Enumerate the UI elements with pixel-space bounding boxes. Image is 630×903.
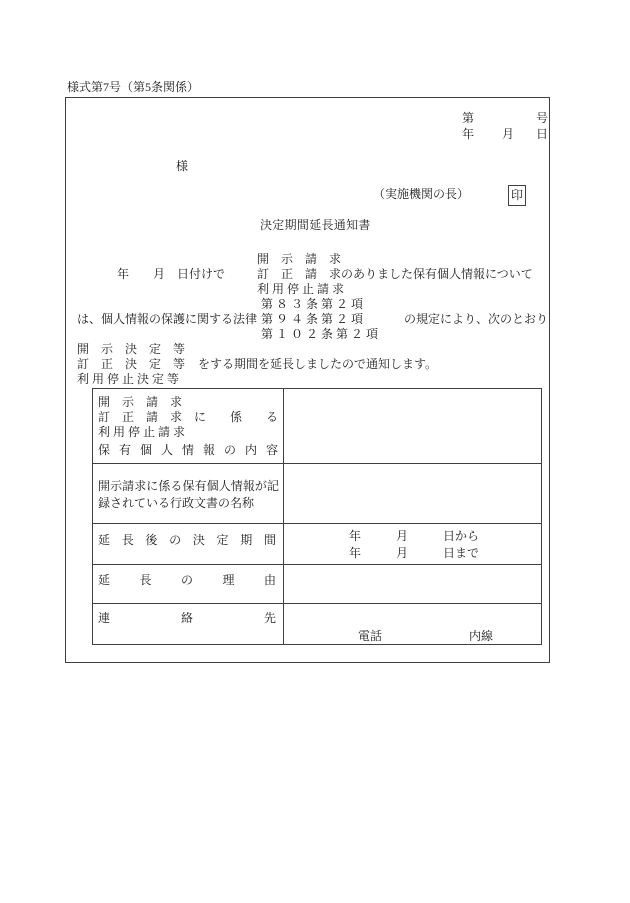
decision-option-1: 開 示 決 定 等 [77,342,186,356]
row1-label-line1: 開 示 請 求 [98,395,183,409]
row1-value-cell [284,390,540,462]
doc-number-prefix: 第 [462,111,475,125]
row3-to-month: 月 [396,546,409,560]
notice-table [92,388,542,645]
closing-text: をする期間を延長しましたので通知します。 [198,357,438,371]
request-option-1: 開 示 請 求 [257,252,342,266]
row5-label: 連 絡 先 [98,611,276,625]
row3-to-day: 日まで [443,546,480,560]
row3-to-year: 年 [349,546,362,560]
after-request-text: のありました保有個人情報について [341,267,533,281]
row2-label: 開示請求に係る保有個人情報が記録されている行政文書の名称 [98,479,279,510]
date-year-label: 年 [462,127,475,141]
row2-value-cell [284,464,540,522]
decision-option-3: 利 用 停 止 決 定 等 [77,372,180,386]
row5-phone-label: 電話 [358,629,383,643]
row3-from-day: 日から [443,529,480,543]
row1-label-line2: 訂 正 請 求 に 係 る [98,410,279,424]
doc-number-suffix: 号 [536,111,549,125]
after-article-text: の規定により、次のとおり [404,312,549,326]
row4-value-cell [284,565,540,602]
law-intro-text: は、個人情報の保護に関する法律 [77,312,258,326]
article-option-3: 第 １ ０ ２ 条 第 ２ 項 [261,327,379,341]
table-row-divider-2 [93,523,541,524]
request-option-3: 利 用 停 止 請 求 [257,282,345,296]
request-date-prefix: 年 月 日付けで [117,267,226,281]
row1-label-line3: 利 用 停 止 請 求 [98,425,186,439]
article-option-1: 第 ８ ３ 条 第 ２ 項 [261,297,364,311]
decision-option-2: 訂 正 決 定 等 [77,357,186,371]
request-option-2: 訂 正 請 求 [257,267,342,281]
row4-label: 延 長 の 理 由 [98,573,276,587]
row1-label-line4: 保 有 個 人 情 報 の 内 容 [98,443,278,457]
table-row-divider-4 [93,603,541,604]
addressee-honorific: 様 [176,159,189,173]
issuer-label: （実施機関の長） [373,187,470,201]
form-number-label: 様式第7号（第5条関係） [67,80,200,94]
article-option-2: 第 ９ ４ 条 第 ２ 項 [261,312,364,326]
document-title: 決定期間延長通知書 [260,218,371,232]
date-month-label: 月 [502,127,515,141]
row5-extension-label: 内線 [469,629,494,643]
row3-from-year: 年 [349,529,362,543]
row3-from-month: 月 [396,529,409,543]
row3-label: 延 長 後 の 決 定 期 間 [98,533,276,547]
date-day-label: 日 [536,127,549,141]
seal-stamp-icon: 印 [508,185,526,206]
